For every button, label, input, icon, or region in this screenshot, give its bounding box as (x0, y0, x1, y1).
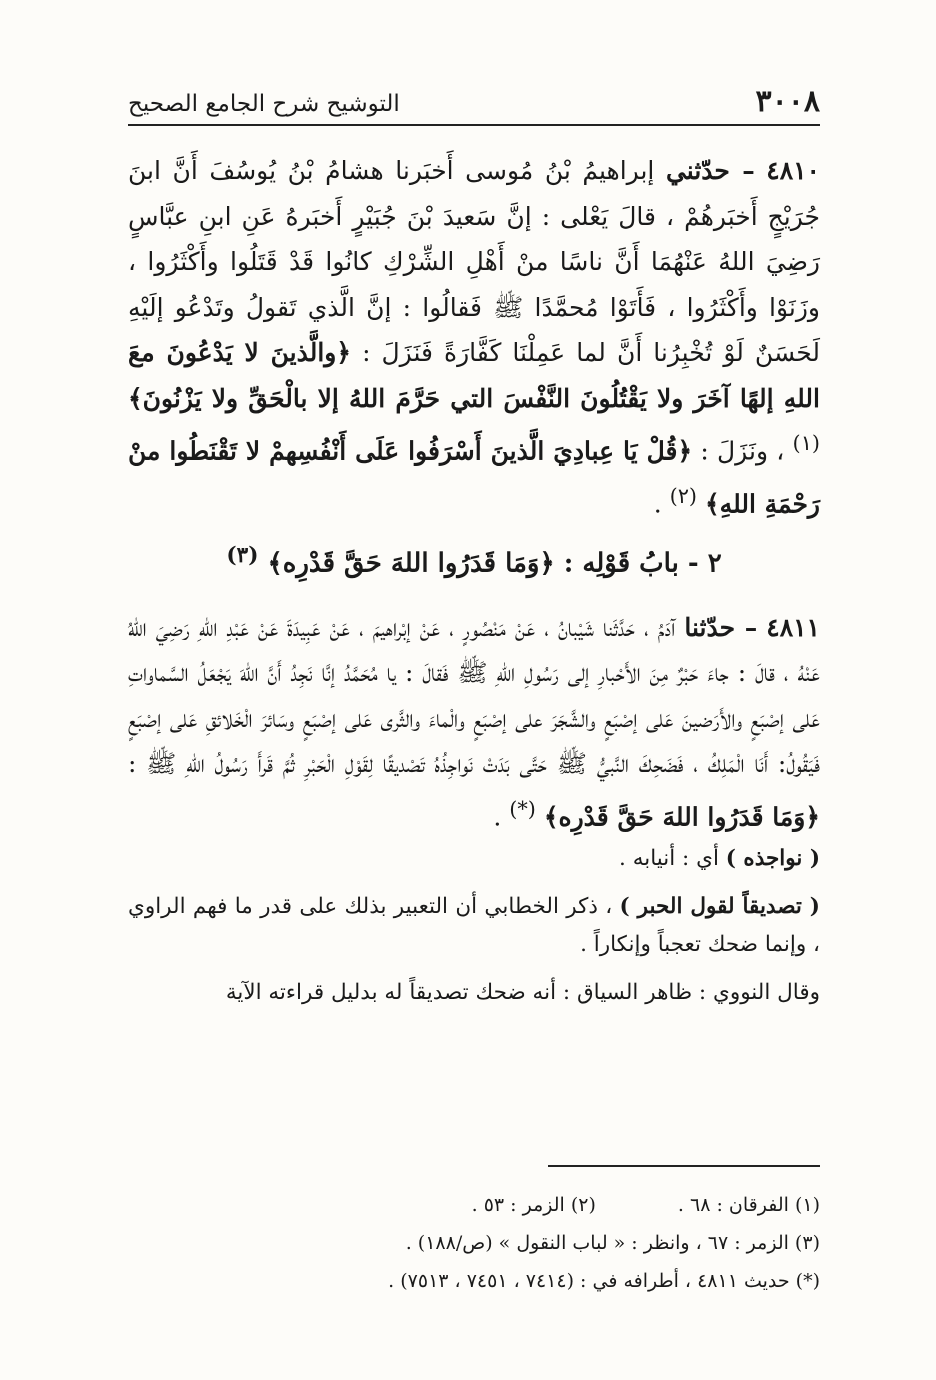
footnote-ref: (٢) (669, 483, 698, 508)
footnotes (128, 1186, 820, 1300)
quran-verse: ﴿قُلْ يَا عِبادِيَ الَّذينَ أَسْرَفُوا عَلَى أَنْفُسِهمْ لا تَقْنَطُوا منْ رَحْمَةِ اللهِ﴾ (128, 436, 820, 519)
commentary-text: ، ذكر الخطابي أن التعبير بذلك على قدر ما فهم الراوي ، وإنما ضحك تعجباً وإنكاراً . (128, 893, 820, 957)
main-text (128, 148, 820, 1012)
commentary-2 (128, 888, 820, 964)
chapter-heading (128, 533, 820, 587)
hadith-number: ٤٨١١ (766, 612, 820, 642)
hadith-text: إبراهيمُ بْنُ مُوسى أَخبَرنا هشامُ بْنُ يُوسُفَ أَنَّ ابنَ جُرَيْجٍ أَخبَرهُمْ ، قالَ يَعْلى : إنَّ سَعيدَ بْنَ جُبَيْرٍ أَخبَرهُ عَنِ ابنِ عبَّاسٍ رَضِيَ اللهُ عَنْهُمَا أَنَّ ناسًا منْ أَهْلِ الشِّرْكِ كانُوا قَدْ قَتَلُوا وأَكْثَرُوا ، وزَنَوْا وأَكْثَرُوا ، فَأَتَوْا مُحمَّدًا ﷺ فَقالُوا : إنَّ الَّذي تَقولُ وتَدْعُو إلَيْهِ لَحَسَنٌ لَوْ تُخْبِرُنا أَنَّ لما عَمِلْنَا كَفَّارَةً فَنَزَلَ : (128, 156, 821, 367)
footnote-2: (٢) الزمر : ٥٣ . (471, 1194, 596, 1216)
commentary-term: ( نواجذه ) (725, 845, 820, 871)
running-title: التوشيح شرح الجامع الصحيح (128, 91, 400, 117)
commentary-1 (128, 840, 820, 878)
footnote-1: (١) الفرقان : ٦٨ . (677, 1194, 820, 1216)
footnote-ref: (٣) (226, 542, 259, 568)
hadith-number: ٤٨١٠ (766, 156, 820, 185)
chapter-title: ٢ - بابُ قَوْلِه : ﴿وَمَا قَدَرُوا اللهَ حَقَّ قَدْرِه﴾ (267, 548, 722, 579)
footnote-3: (٣) الزمر : ٦٧ ، وانظر : « لباب النقول » (ص/١٨٨) . (405, 1232, 820, 1254)
page-header (128, 78, 820, 126)
footnote-divider (548, 1165, 820, 1167)
hadith-4810: ٤٨١٠ – حدّثني إبراهيمُ بْنُ مُوسى أَخبَرنا هشامُ بْنُ يُوسُفَ أَنَّ ابنَ جُرَيْجٍ أَخبَرهُمْ ، قالَ يَعْلى : إنَّ سَعيدَ بْنَ جُبَيْرٍ أَخبَرهُ عَنِ ابنِ عبَّاسٍ رَضِيَ اللهُ عَنْهُمَا أَنَّ ناسًا منْ أَهْلِ الشِّرْكِ كانُوا قَدْ قَتَلُوا وأَكْثَرُوا ، وزَنَوْا وأَكْثَرُوا ، فَأَتَوْا مُحمَّدًا ﷺ فَقالُوا : إنَّ الَّذي تَقولُ وتَدْعُو إلَيْهِ لَحَسَنٌ لَوْ تُخْبِرُنا أَنَّ لما عَمِلْنَا كَفَّارَةً فَنَزَلَ : ﴿والَّذينَ لا يَدْعُونَ معَ اللهِ إلهًا آخَرَ ولا يَقْتُلُونَ النَّفْسَ التي حَرَّمَ اللهُ إلا بالْحَقِّ ولا يَزْنُونَ﴾ $^{(١)}$ ، ونَزَلَ : ﴿قُلْ يَا عِبادِيَ الَّذينَ أَسْرَفُوا عَلَى أَنْفُسِهمْ لا تَقْنَطُوا منْ رَحْمَةِ اللهِ﴾ $^{(٢)}$ . (128, 156, 821, 519)
footnote-ref: (*) (509, 796, 536, 821)
commentary-3 (128, 974, 820, 1012)
narration-lead: حدّثني (665, 156, 730, 185)
footnote-4: (*) حديث ٤٨١١ ، أطرافه في : (٧٤١٤ ، ٧٤٥١ ، ٧٥١٣) . (388, 1270, 820, 1292)
commentary-text: أي : أنيابه . (619, 845, 719, 871)
quran-verse: ﴿وَمَا قَدَرُوا اللهَ حَقَّ قَدْرِه﴾ (543, 802, 820, 832)
commentary-term: ( تصديقاً لقول الحبر ) (619, 893, 820, 919)
narration-lead: حدّثنا (684, 612, 736, 642)
quran-verse: ﴿والَّذينَ لا يَدْعُونَ معَ اللهِ إلهًا آخَرَ ولا يَقْتُلُونَ النَّفْسَ التي حَرَّمَ اللهُ إلا بالْحَقِّ ولا يَزْنُونَ﴾ (128, 338, 820, 413)
end-mark: . (493, 802, 502, 832)
page-number: ٣٠٠٨ (755, 84, 820, 119)
footnote-ref: (١) (792, 431, 821, 455)
connector-text: ، ونَزَلَ : (700, 436, 785, 466)
hadith-4811: ٤٨١١ – حدّثنا آدَمُ ، حَدَّثَنا شَيْبانُ ، عَنْ مَنْصُورٍ ، عَنْ إبْراهيمَ ، عَنْ عَبِيدَةَ عَنْ عَبْدِ اللهِ رَضِيَ اللهُ عَنْهُ ، قالَ : جاءَ حَبْرٌ مِنَ الأَحْبارِ إلى رَسُولِ اللهِ ﷺ فَقالَ : يا مُحَمَّدُ إنَّا نَجِدُ أَنَّ اللهَ يَجْعَلُ السَّماواتِ عَلى إصْبَعٍ والأَرَضينَ عَلى إصْبَعٍ والشَّجَرَ على إصْبَعٍ والْماءَ والثَّرى عَلى إصْبَعٍ وسَائرَ الْخَلائقِ عَلى إصْبَعٍ فَيَقُولُ: أَنَا الْمَلِكُ ، فَضَحِكَ النَّبيُّ ﷺ حَتَّى بَدَتْ نَواجِذُهُ تَصْديقًا لِقَوْلِ الْحَبْرِ ثُمَّ قَرأَ رَسُولُ اللهِ ﷺ : ﴿وَمَا قَدَرُوا اللهَ حَقَّ قَدْرِه﴾ (*) . (128, 612, 820, 832)
end-mark: . (653, 489, 662, 519)
commentary-text: وقال النووي : ظاهر السياق : أنه ضحك تصديقاً له بدليل قراءته الآية (225, 979, 820, 1005)
footnote-row (128, 1186, 820, 1224)
hadith-text: آدَمُ ، حَدَّثَنا شَيْبانُ ، عَنْ مَنْصُورٍ ، عَنْ إبْراهيمَ ، عَنْ عَبِيدَةَ عَنْ عَبْدِ اللهِ رَضِيَ اللهُ عَنْهُ ، قالَ : جاءَ حَبْرٌ مِنَ الأَحْبارِ إلى رَسُولِ اللهِ ﷺ فَقالَ : يا مُحَمَّدُ إنَّا نَجِدُ أَنَّ اللهَ يَجْعَلُ السَّماواتِ عَلى إصْبَعٍ والأَرَضينَ عَلى إصْبَعٍ والشَّجَرَ على إصْبَعٍ والْماءَ والثَّرى عَلى إصْبَعٍ وسَائرَ الْخَلائقِ عَلى إصْبَعٍ فَيَقُولُ: أَنَا الْمَلِكُ ، فَضَحِكَ النَّبيُّ ﷺ حَتَّى بَدَتْ نَواجِذُهُ تَصْديقًا لِقَوْلِ الْحَبْرِ ثُمَّ قَرأَ رَسُولُ اللهِ ﷺ : (128, 612, 820, 779)
